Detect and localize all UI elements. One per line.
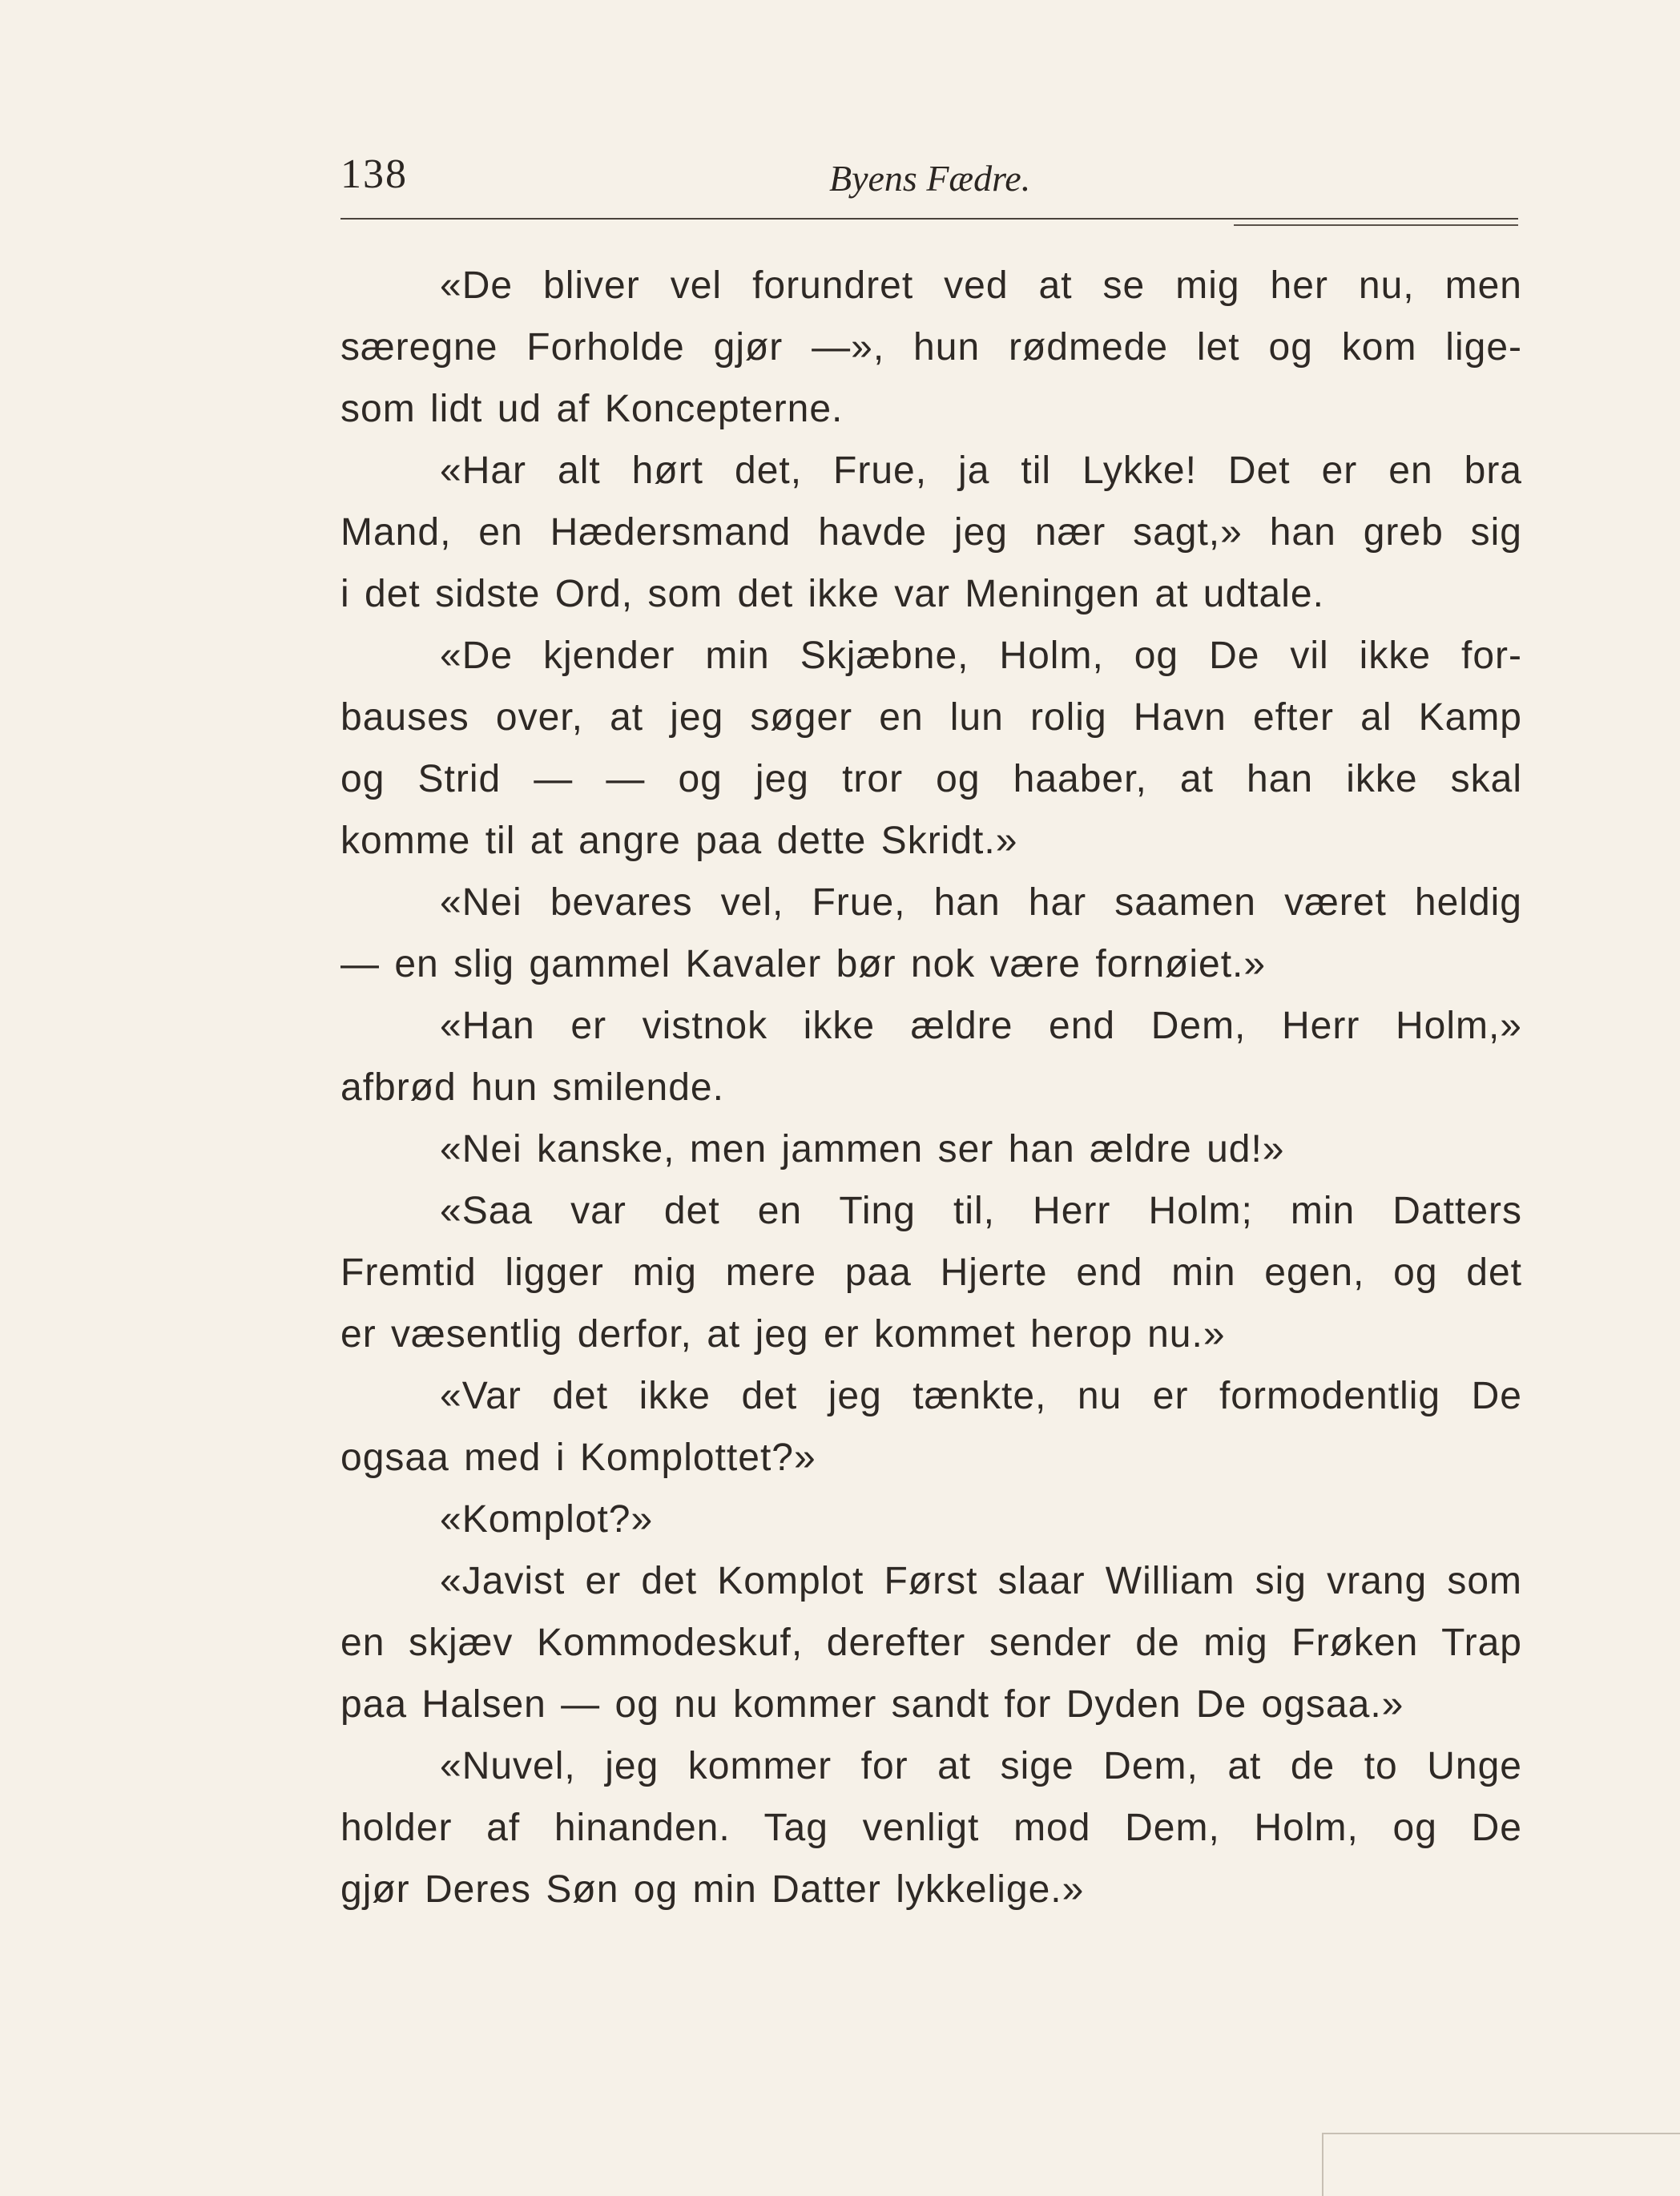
text-line: «Han er vistnok ikke ældre end Dem, Herr Holm,»: [440, 1005, 1522, 1047]
header-rule-secondary: [1234, 224, 1518, 226]
text-line: særegne Forholde gjør —», hun rødmede let og kom lige-: [340, 326, 1522, 369]
text-line: gjør Deres Søn og min Datter lykkelige.»: [340, 1868, 1085, 1911]
text-line: som lidt ud af Koncepterne.: [340, 388, 844, 430]
text-line: «De kjender min Skjæbne, Holm, og De vil ikke for-: [440, 635, 1522, 677]
text-line: «Javist er det Komplot Først slaar William sig vrang som: [440, 1560, 1522, 1602]
text-line: og Strid — — og jeg tror og haaber, at han ikke skal: [340, 758, 1522, 800]
text-line: «Nuvel, jeg kommer for at sige Dem, at de to Unge: [440, 1745, 1522, 1787]
text-line: «Saa var det en Ting til, Herr Holm; min Datters: [440, 1190, 1522, 1232]
text-line: paa Halsen — og nu kommer sandt for Dyden De ogsaa.»: [340, 1683, 1404, 1726]
text-line: «Nei kanske, men jammen ser han ældre ud!»: [440, 1128, 1285, 1171]
running-title: Byens Fædre.: [829, 158, 1031, 199]
text-line: holder af hinanden. Tag venligt mod Dem, Holm, og De: [340, 1807, 1522, 1849]
body-text: [340, 255, 1522, 1920]
text-line: ogsaa med i Komplottet?»: [340, 1436, 816, 1479]
text-line: «De bliver vel forundret ved at se mig her nu, men: [440, 264, 1522, 307]
text-line: Fremtid ligger mig mere paa Hjerte end min egen, og det: [340, 1251, 1522, 1294]
header-rule: [340, 218, 1518, 220]
page-header: [340, 143, 1522, 215]
text-line: er væsentlig derfor, at jeg er kommet herop nu.»: [340, 1313, 1226, 1356]
text-line: afbrød hun smilende.: [340, 1066, 724, 1109]
text-line: «Var det ikke det jeg tænkte, nu er formodentlig De: [440, 1375, 1522, 1417]
text-line: Mand, en Hædersmand havde jeg nær sagt,» han greb sig: [340, 511, 1522, 554]
text-line: — en slig gammel Kavaler bør nok være fornøiet.»: [340, 943, 1267, 985]
text-line: «Har alt hørt det, Frue, ja til Lykke! Det er en bra: [440, 449, 1522, 492]
text-line: «Komplot?»: [440, 1498, 654, 1541]
text-line: bauses over, at jeg søger en lun rolig Havn efter al Kamp: [340, 696, 1522, 739]
text-line: komme til at angre paa dette Skridt.»: [340, 820, 1018, 862]
text-line: «Nei bevares vel, Frue, han har saamen været heldig: [440, 881, 1522, 924]
text-line: en skjæv Kommodeskuf, derefter sender de mig Frøken Trap: [340, 1622, 1522, 1664]
page-number: 138: [340, 151, 408, 197]
text-line: i det sidste Ord, som det ikke var Meningen at udtale.: [340, 573, 1324, 615]
page-edge-mark: [1322, 2133, 1680, 2196]
